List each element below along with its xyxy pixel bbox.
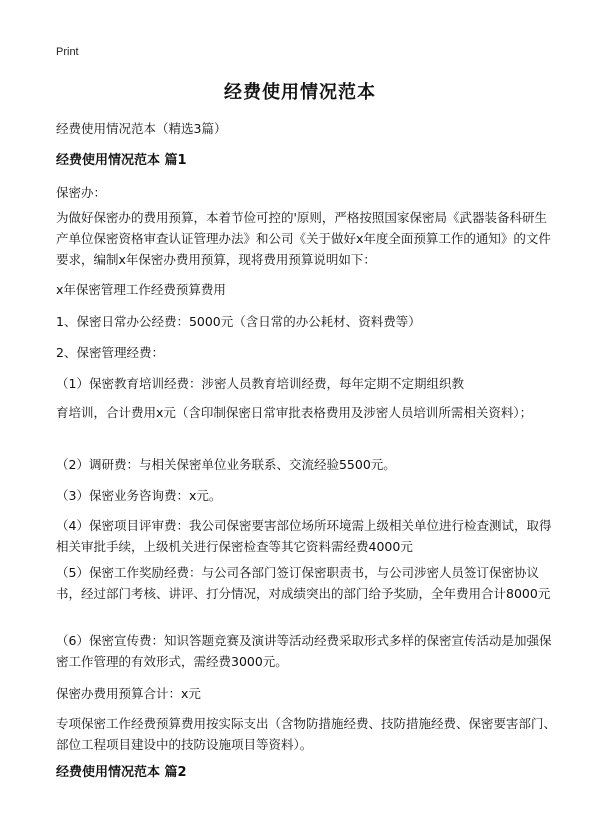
intro-paragraph: 为做好保密办的费用预算，本着节俭可控的'原则，严格按照国家保密局《武器装备科研生产单位保密资格审查认证管理办法》和公司《关于做好x年度全面预算工作的通知》的文件要求，编制x年保密办费用预算，现将费用预算说明如下： (56, 210, 551, 267)
total-line: 保密办费用预算合计：x元 (56, 686, 201, 701)
sub-item-3: （3）保密业务咨询费：x元。 (56, 488, 222, 503)
special-paragraph: 专项保密工作经费预算费用按实际支出（含物防措施经费、技防措施经费、保密要害部门、部位工程项目建设中的技防设施项目等资料）。 (56, 716, 557, 752)
sub-item-2: （2）调研费：与相关保密单位业务联系、交流经验5500元。 (56, 457, 396, 472)
item-2: 2、保密管理经费： (56, 345, 164, 360)
item-1: 1、保密日常办公经费：5000元（含日常的办公耗材、资料费等） (56, 314, 421, 329)
sub-item-5: （5）保密工作奖励经费：与公司各部门签订保密职责书，与公司涉密人员签订保密协议书，经过部门考核、讲评、打分情况，对成绩突出的部门给予奖励，全年费用合计8000元 (56, 565, 551, 601)
print-label: Print (56, 46, 79, 58)
document-title: 经费使用情况范本 (224, 82, 376, 103)
budget-title: x年保密管理工作经费预算费用 (56, 282, 226, 297)
section2-heading: 经费使用情况范本 篇2 (56, 765, 187, 780)
subtitle: 经费使用情况范本（精选3篇） (56, 121, 227, 136)
sub-item-4: （4）保密项目评审费：我公司保密要害部位场所环境需上级相关单位进行检查测试，取得相关审批手续，上级机关进行保密检查等其它资料需经费4000元 (56, 518, 552, 554)
sub-item-1b: 育培训，合计费用x元（含印制保密日常审批表格费用及涉密人员培训所需相关资料）； (56, 405, 533, 420)
sub-item-1a: （1）保密教育培训经费：涉密人员教育培训经费，每年定期不定期组织教 (56, 376, 464, 391)
greeting: 保密办： (56, 185, 107, 200)
sub-item-6: （6）保密宣传费：知识答题竞赛及演讲等活动经费采取形式多样的保密宣传活动是加强保密工作管理的有效形式，需经费3000元。 (56, 633, 552, 669)
section1-heading: 经费使用情况范本 篇1 (56, 153, 187, 168)
